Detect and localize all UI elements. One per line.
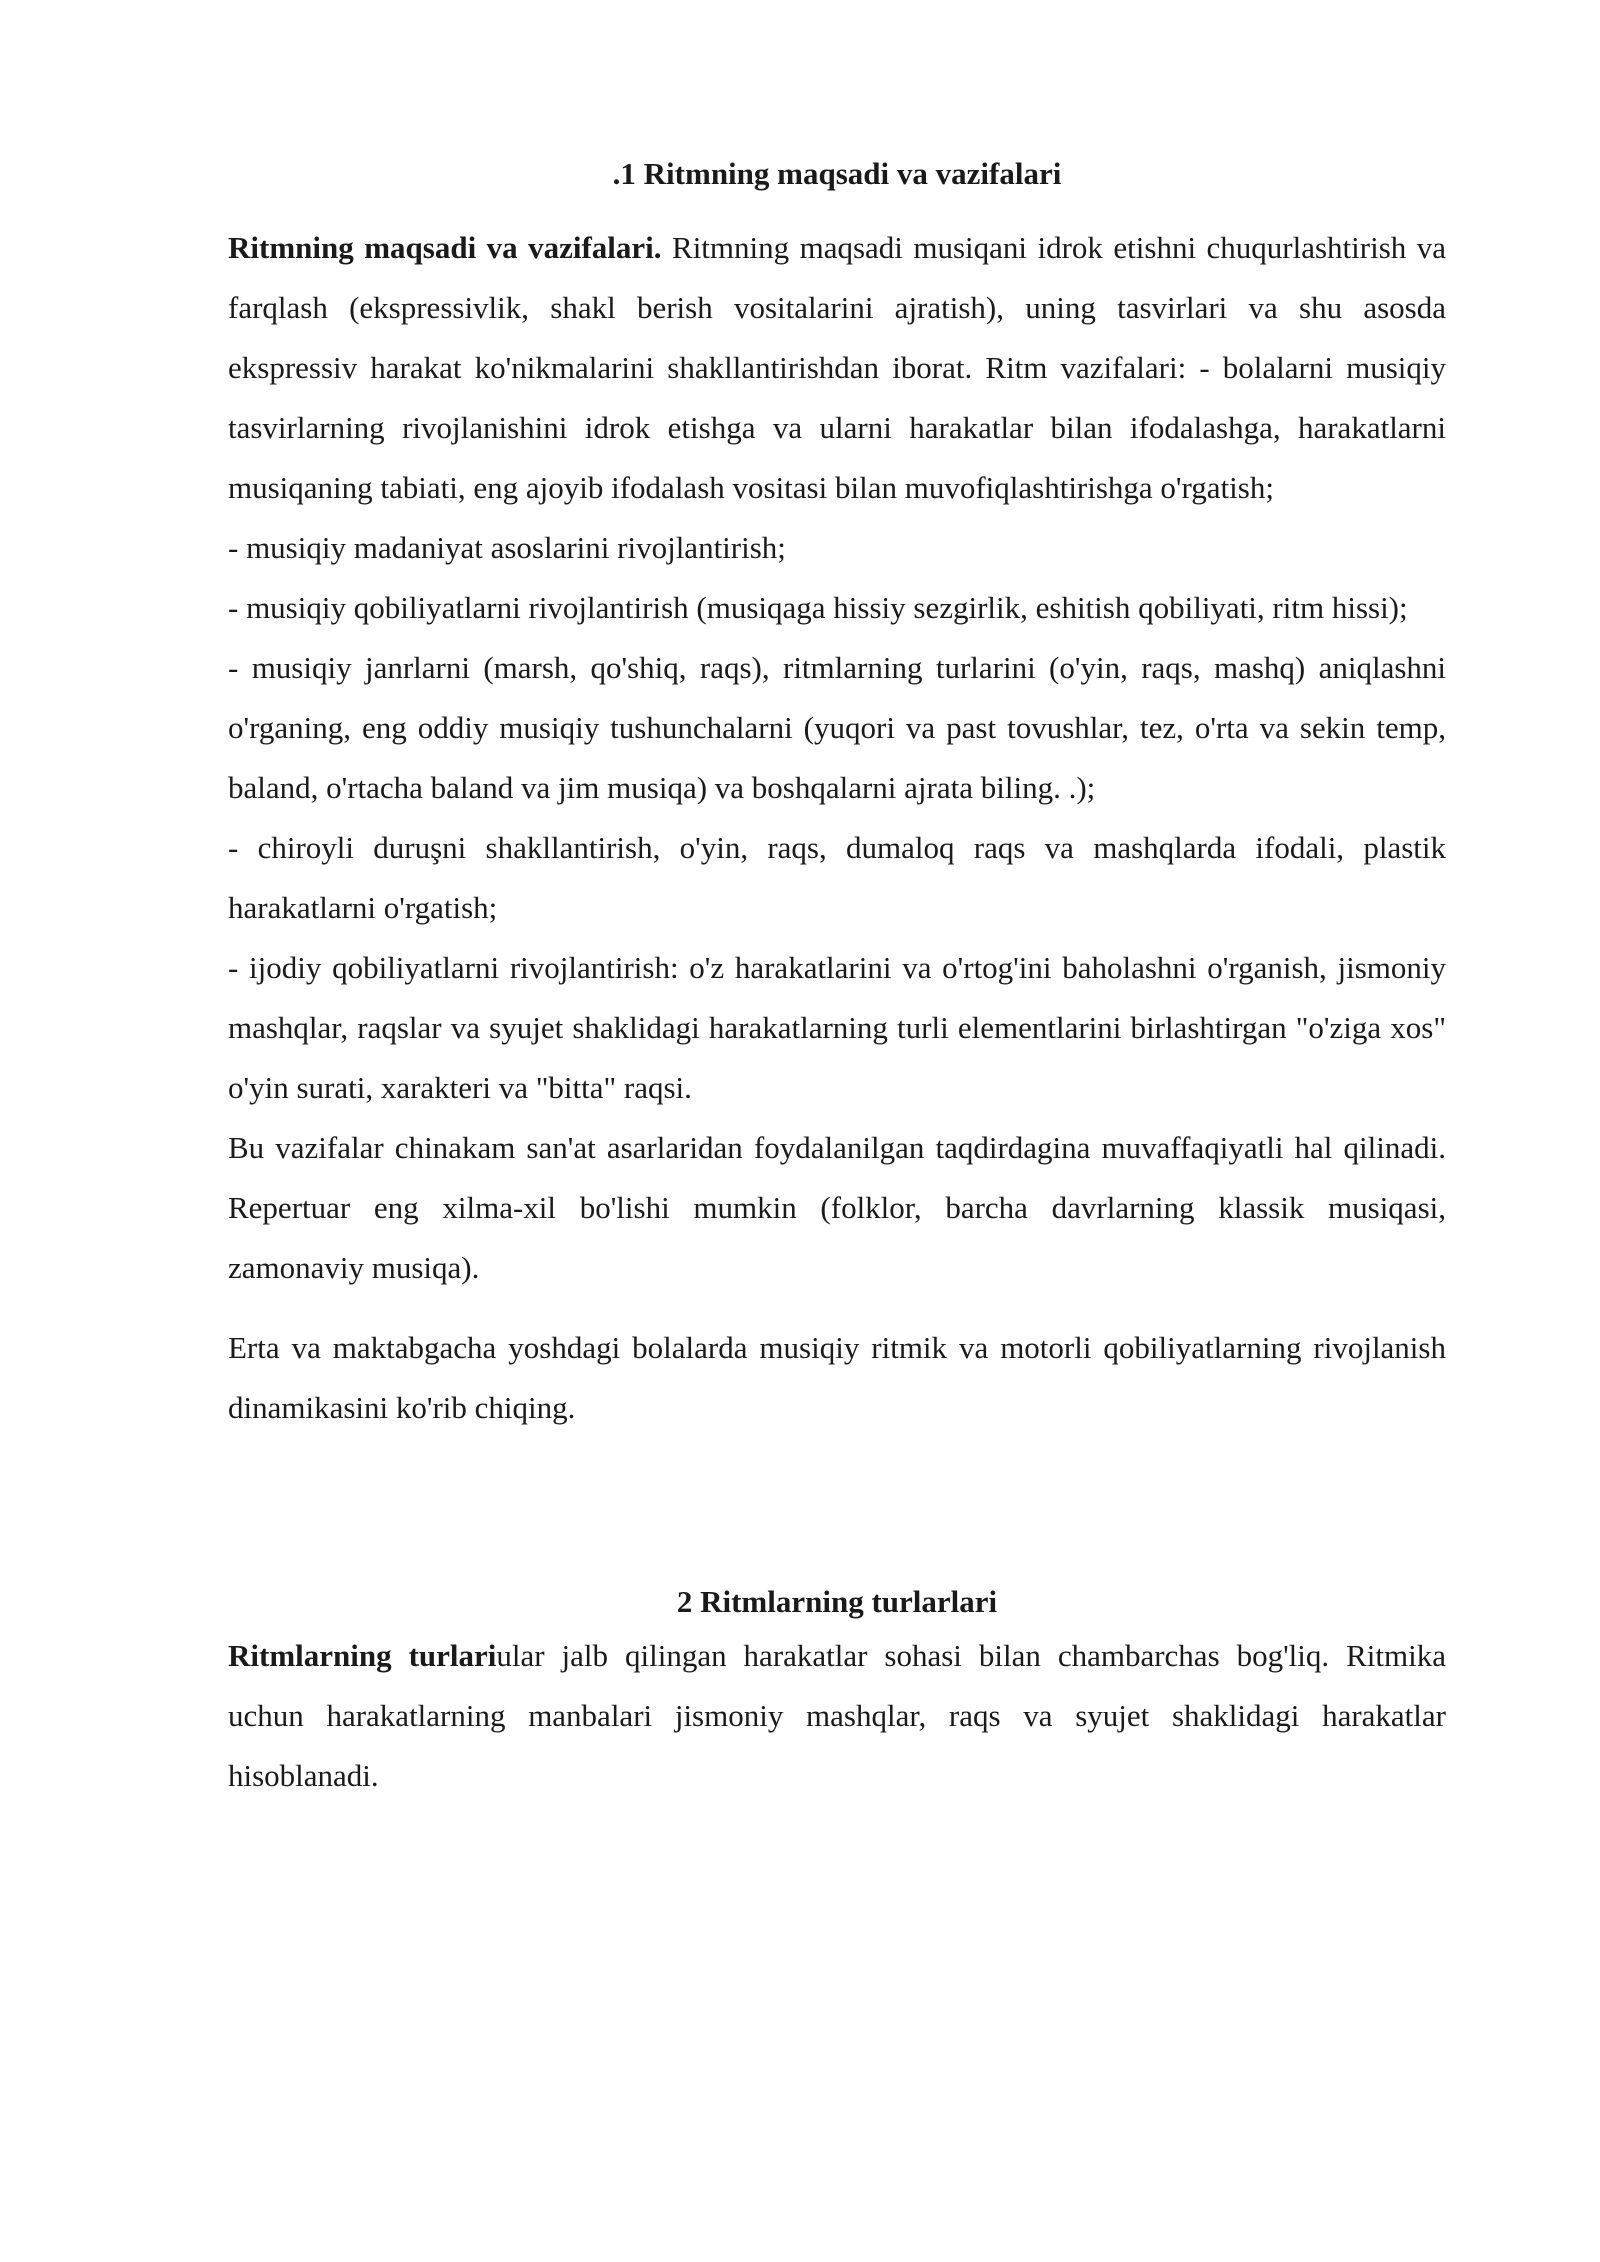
list-item: - musiqiy janrlarni (marsh, qo'shiq, raqs), ritmlarning turlarini (o'yin, raqs, mashq) aniqlashni o'rganing, eng oddiy musiqiy tushunchalarni (yuqori va past tovushlar, tez, o'rta va sekin temp, baland, o'rtacha baland va jim musiqa) va boshqalarni ajrata biling. .); — [228, 650, 1446, 805]
section-1-heading: .1 Ritmning maqsadi va vazifalari — [612, 156, 1062, 191]
section-1-intro-paragraph — [228, 218, 1446, 518]
list-item: - chiroyli duruşni shakllantirish, o'yin, raqs, dumaloq raqs va mashqlarda ifodali, plastik harakatlarni o'rgatish; — [228, 830, 1446, 925]
section-1-intro-text: Ritmning maqsadi musiqani idrok etishni chuqurlashtirish va farqlash (ekspressivlik, shakl berish vositalarini ajratish), uning tasvirlari va shu asosda ekspressiv harakat ko'nikmalarini shakllantirishdan iborat. Ritm vazifalari: - bolalarni musiqiy tasvirlarning rivojlanishini idrok etishga va ularni harakatlar bilan ifodalashga, harakatlarni musiqaning tabiati, eng ajoyib ifodalash vositasi bilan muvofiqlashtirishga o'rgatish; — [228, 230, 1446, 505]
section-2-intro-bold: Ritmlarning turlari — [228, 1638, 497, 1673]
list-item: - musiqiy madaniyat asoslarini rivojlantirish; — [228, 530, 786, 565]
section-2-heading: 2 Ritmlarning turlarlari — [676, 1584, 998, 1619]
section-1-closing-paragraph: Erta va maktabgacha yoshdagi bolalarda musiqiy ritmik va motorli qobiliyatlarning rivojlanish dinamikasini ko'rib chiqing. — [228, 1330, 1446, 1425]
document-page — [228, 150, 1446, 1806]
list-item: - ijodiy qobiliyatlarni rivojlantirish: o'z harakatlarini va o'rtog'ini baholashni o'rganish, jismoniy mashqlar, raqslar va syujet shaklidagi harakatlarning turli elementlarini birlashtirgan "o'ziga xos" o'yin surati, xarakteri va "bitta" raqsi. — [228, 950, 1446, 1105]
section-2-intro-paragraph — [228, 1626, 1446, 1806]
section-spacer — [228, 1438, 1446, 1578]
paragraph: Bu vazifalar chinakam san'at asarlaridan foydalanilgan taqdirdagina muvaffaqiyatli hal qilinadi. Repertuar eng xilma-xil bo'lishi mumkin (folklor, barcha davrlarning klassik musiqasi, zamonaviy musiqa). — [228, 1130, 1446, 1285]
list-item: - musiqiy qobiliyatlarni rivojlantirish (musiqaga hissiy sezgirlik, eshitish qobiliyati, ritm hissi); — [228, 590, 1408, 625]
section-1-intro-bold: Ritmning maqsadi va vazifalari. — [228, 230, 662, 265]
section-2-intro-text: ular jalb qilingan harakatlar sohasi bilan chambarchas bog'liq. Ritmika uchun harakatlarning manbalari jismoniy mashqlar, raqs va syujet shaklidagi harakatlar hisoblanadi. — [228, 1638, 1447, 1793]
